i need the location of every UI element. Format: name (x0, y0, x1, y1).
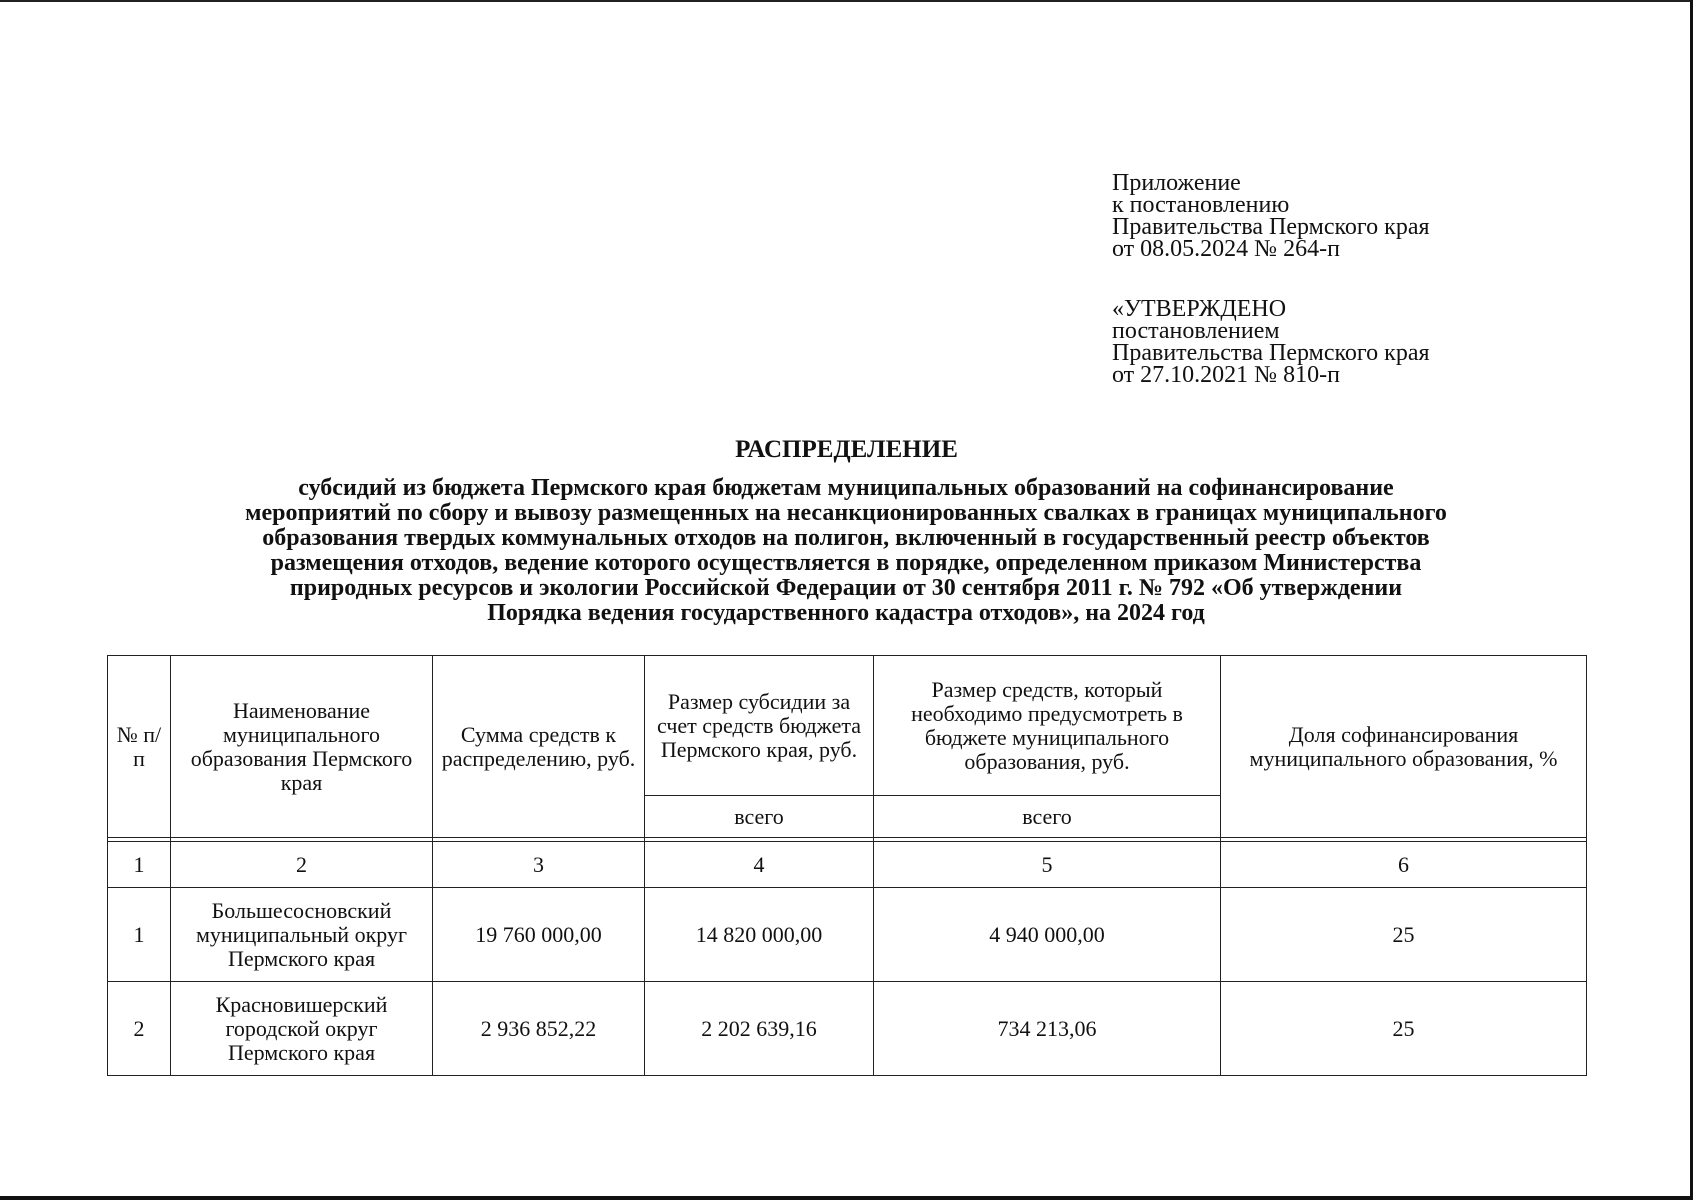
row-municipal: 4 940 000,00 (874, 888, 1221, 982)
row-num: 2 (108, 982, 171, 1076)
header-municipal-total: всего (874, 796, 1221, 838)
appendix-line: от 08.05.2024 № 264-п (1112, 236, 1340, 262)
row-num: 1 (108, 888, 171, 982)
row-subsidy: 14 820 000,00 (645, 888, 874, 982)
row-sum: 19 760 000,00 (433, 888, 645, 982)
row-share: 25 (1221, 982, 1587, 1076)
appendix-line: Правительства Пермского края (1112, 214, 1430, 240)
subtitle-line: мероприятий по сбору и вывозу размещенных на несанкционированных свалках в границах муниципального (245, 500, 1447, 526)
subtitle-line: образования твердых коммунальных отходов на полигон, включенный в государственный реестр объектов (262, 525, 1430, 551)
column-number: 4 (645, 842, 874, 888)
column-number: 3 (433, 842, 645, 888)
row-share: 25 (1221, 888, 1587, 982)
header-share: Доля софинансирования муниципального образования, % (1221, 656, 1587, 838)
subtitle-line: размещения отходов, ведение которого осуществляется в порядке, определенном приказом Министерства (270, 550, 1422, 576)
header-subsidy-total: всего (645, 796, 874, 838)
scan-edge-top (0, 0, 1693, 2)
approved-line: постановлением (1112, 318, 1280, 344)
approved-line: Правительства Пермского края (1112, 340, 1430, 366)
approved-line: «УТВЕРЖДЕНО (1112, 296, 1287, 322)
column-number: 2 (171, 842, 433, 888)
column-number: 6 (1221, 842, 1587, 888)
header-subsidy: Размер субсидии за счет средств бюджета Пермского края, руб. (645, 656, 874, 796)
column-number: 5 (874, 842, 1221, 888)
row-sum: 2 936 852,22 (433, 982, 645, 1076)
row-name: Красновишерский городской округ Пермского края (171, 982, 433, 1076)
table-row (108, 982, 1587, 1076)
subtitle-line: Порядка ведения государственного кадастра отходов», на 2024 год (487, 600, 1205, 626)
row-subsidy: 2 202 639,16 (645, 982, 874, 1076)
appendix-line: Приложение (1112, 170, 1241, 196)
approved-note (1112, 298, 1430, 386)
document-subtitle (130, 476, 1562, 626)
subtitle-line: природных ресурсов и экологии Российской Федерации от 30 сентября 2011 г. № 792 «Об утверждении (289, 575, 1403, 601)
distribution-table (107, 655, 1587, 1076)
table-row (108, 888, 1587, 982)
column-number-row (108, 842, 1587, 888)
header-name: Наименование муниципального образования Пермского края (171, 656, 433, 838)
header-sum: Сумма средств к распределению, руб. (433, 656, 645, 838)
row-name: Большесосновский муниципальный округ Пермского края (171, 888, 433, 982)
scan-edge-bottom (0, 1196, 1693, 1200)
header-row (108, 656, 1587, 796)
column-number: 1 (108, 842, 171, 888)
row-municipal: 734 213,06 (874, 982, 1221, 1076)
document-title: РАСПРЕДЕЛЕНИЕ (735, 436, 958, 463)
appendix-line: к постановлению (1112, 192, 1290, 218)
approved-line: от 27.10.2021 № 810-п (1112, 362, 1340, 388)
appendix-note (1112, 172, 1430, 260)
header-municipal: Размер средств, который необходимо предусмотреть в бюджете муниципального образования, руб. (874, 656, 1221, 796)
header-num: № п/п (108, 656, 171, 838)
subtitle-line: субсидий из бюджета Пермского края бюджетам муниципальных образований на софинансирование (298, 475, 1394, 501)
approval-block (1112, 172, 1430, 424)
